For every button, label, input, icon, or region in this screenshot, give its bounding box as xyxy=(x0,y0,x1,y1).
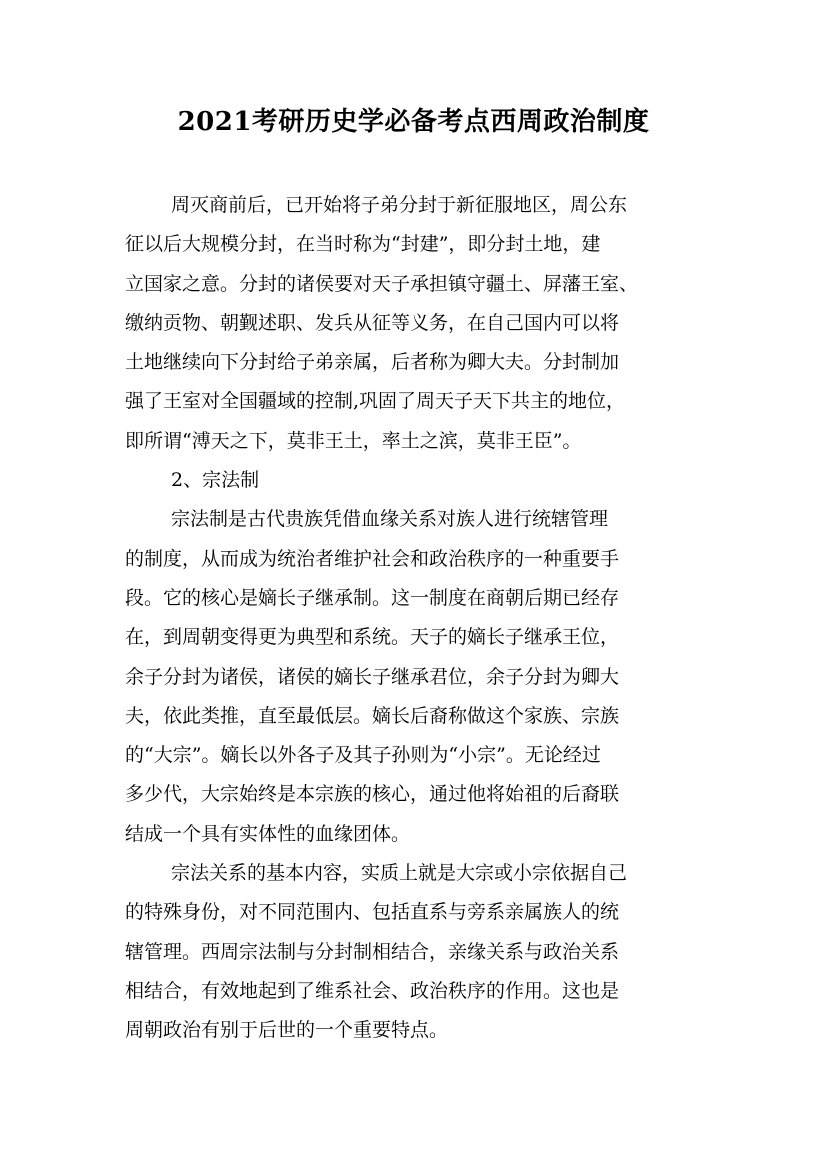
text-line: 宗法制是古代贵族凭借血缘关系对族人进行统辖管理 xyxy=(171,508,609,531)
text-line: 的“大宗”。嫡长以外各子及其子孙则为“小宗”。无论经过 xyxy=(125,744,601,767)
text-line: 土地继续向下分封给子弟亲属，后者称为卿大夫。分封制加 xyxy=(125,351,620,374)
text-line: 相结合，有效地起到了维系社会、政治秩序的作用。这也是 xyxy=(125,979,620,1002)
text-line: 夫，依此类推，直至最低层。嫡长后裔称做这个家族、宗族 xyxy=(125,704,620,727)
text-line: 强了王室对全国疆域的控制,巩固了周天子天下共主的地位， xyxy=(125,390,626,413)
text-line: 立国家之意。分封的诸侯要对天子承担镇守疆土、屏藩王室、 xyxy=(125,272,639,295)
document-title: 2021考研历史学必备考点西周政治制度 xyxy=(177,107,650,137)
text-line: 即所谓“溥天之下，莫非王土，率土之滨，莫非王臣”。 xyxy=(125,429,582,452)
text-line: 多少代，大宗始终是本宗族的核心，通过他将始祖的后裔联 xyxy=(125,783,620,806)
text-line: 周灭商前后，已开始将子弟分封于新征服地区，周公东 xyxy=(171,194,628,216)
text-line: 宗法关系的基本内容，实质上就是大宗或小宗依据自己 xyxy=(171,862,628,885)
text-line: 在，到周朝变得更为典型和系统。天子的嫡长子继承王位， xyxy=(125,626,620,649)
text-line: 辖管理。西周宗法制与分封制相结合，亲缘关系与政治关系 xyxy=(125,940,620,963)
text-line: 的制度，从而成为统治者维护社会和政治秩序的一种重要手 xyxy=(125,547,620,570)
text-line: 的特殊身份，对不同范围内、包括直系与旁系亲属族人的统 xyxy=(125,901,620,924)
text-line: 余子分封为诸侯，诸侯的嫡长子继承君位，余子分封为卿大 xyxy=(125,665,620,688)
document-body xyxy=(125,186,725,1051)
paragraph-zongfa-definition xyxy=(125,500,725,854)
text-line: 段。它的核心是嫡长子继承制。这一制度在商朝后期已经存 xyxy=(125,586,620,609)
section-heading: 2、宗法制 xyxy=(171,469,260,492)
paragraph-fengjian xyxy=(125,186,725,461)
text-line: 征以后大规模分封，在当时称为“封建”，即分封土地，建 xyxy=(125,233,601,256)
section-heading-zongfa xyxy=(125,461,725,500)
text-line: 结成一个具有实体性的血缘团体。 xyxy=(125,822,411,845)
paragraph-zongfa-content xyxy=(125,854,725,1050)
text-line: 缴纳贡物、朝觐述职、发兵从征等义务，在自己国内可以将 xyxy=(125,311,620,334)
text-line: 周朝政治有别于后世的一个重要特点。 xyxy=(125,1019,449,1042)
